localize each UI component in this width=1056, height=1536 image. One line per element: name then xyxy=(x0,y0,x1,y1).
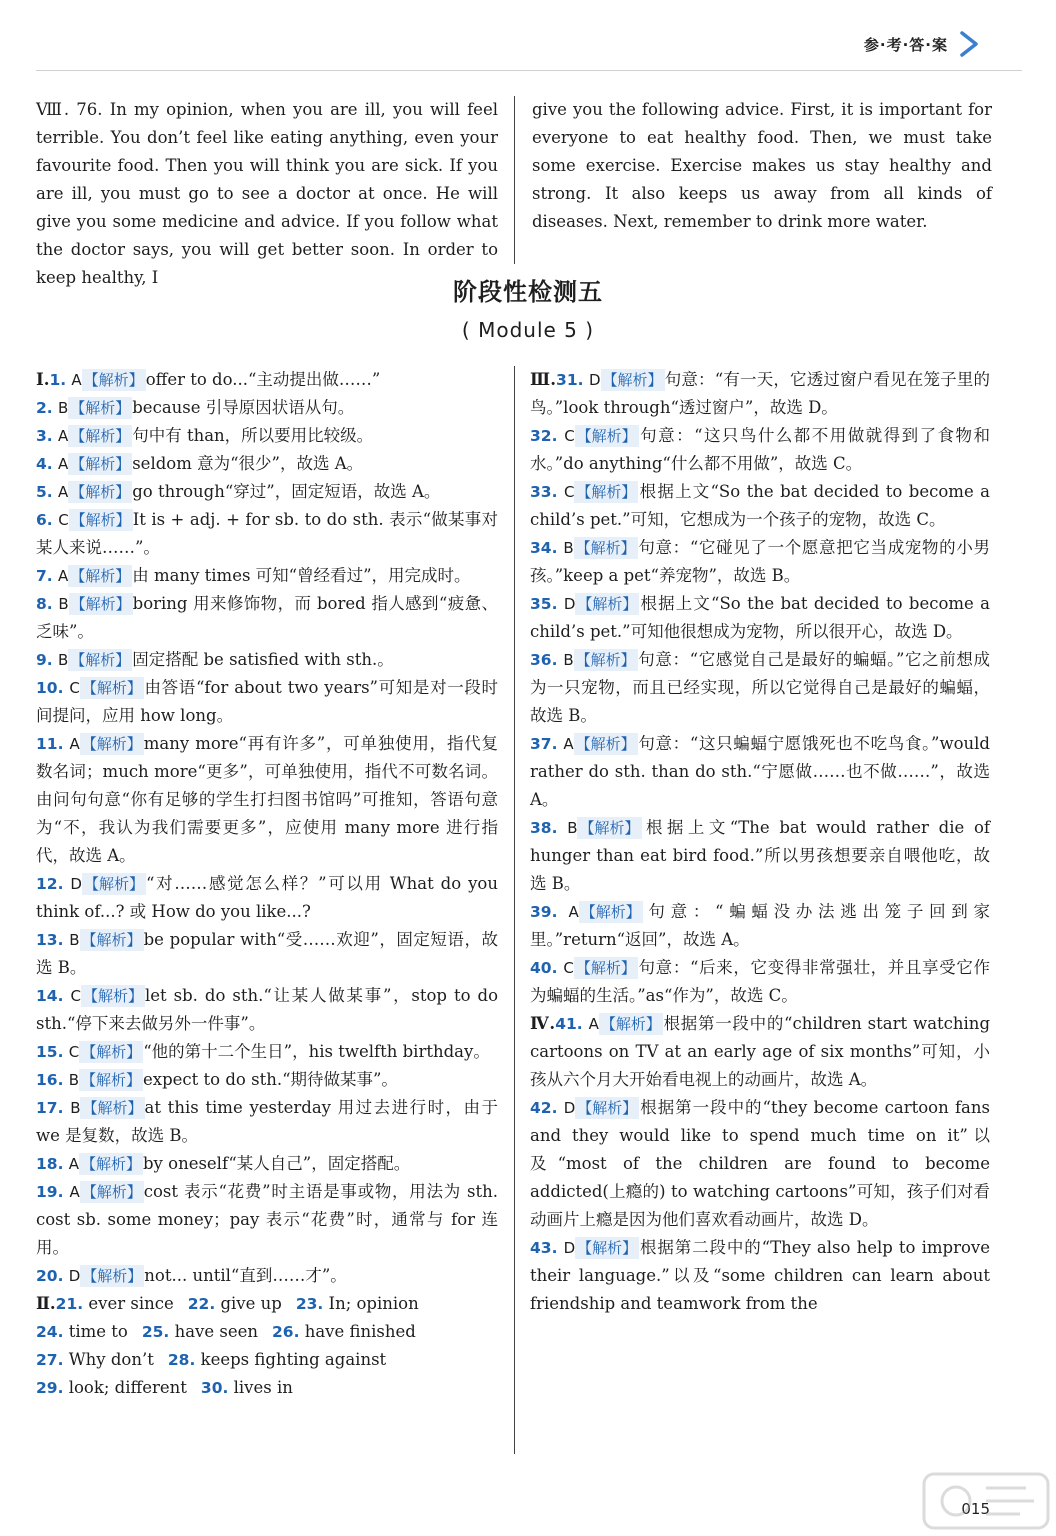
answers-right-column xyxy=(530,366,990,1318)
answer-letter: B xyxy=(57,651,69,669)
question-number: 30. xyxy=(200,1379,229,1397)
answer-letter: A xyxy=(57,483,69,501)
analysis-tag: 【解析】 xyxy=(579,819,640,837)
question-number: 42. xyxy=(530,1099,558,1117)
answer-explanation: 句意：“它感觉自己是最好的蝙蝠。”它之前想成为一只宠物，而且已经实现，所以它觉得自己是最好的蝙蝠，故选 B。 xyxy=(530,650,990,725)
question-number: 32. xyxy=(530,427,558,445)
fill-in-row xyxy=(36,1290,498,1318)
question-number: 1. xyxy=(49,371,67,389)
answer-explanation: 句意：“后来，它变得非常强壮，并且享受它作为蝙蝠的生活。”as“作为”，故选 C。 xyxy=(530,958,991,1005)
analysis-tag: 【解析】 xyxy=(82,1267,143,1285)
answer-item xyxy=(530,534,990,590)
question-number: 14. xyxy=(36,987,64,1005)
answer-letter: A xyxy=(568,903,579,921)
question-number: 43. xyxy=(530,1239,558,1257)
question-number: 6. xyxy=(36,511,53,529)
question-number: 3. xyxy=(36,427,53,445)
page-number: 015 xyxy=(961,1500,990,1518)
answer-letter: A xyxy=(69,1183,80,1201)
answer-item xyxy=(36,1066,498,1094)
analysis-tag: 【解析】 xyxy=(577,1239,638,1257)
answer-item xyxy=(530,478,990,534)
answer-item xyxy=(36,1038,498,1066)
answer-letter: D xyxy=(588,371,601,389)
answer-item xyxy=(36,394,498,422)
analysis-tag: 【解析】 xyxy=(575,959,636,977)
answer-explanation: be popular with“受……欢迎”，固定短语，故选 B。 xyxy=(36,930,498,977)
question-number: 31. xyxy=(556,371,584,389)
question-number: 19. xyxy=(36,1183,64,1201)
answer-item xyxy=(36,590,498,646)
answer-explanation: cost 表示“花费”时主语是事或物，用法为 sth. cost sb. some money；pay 表示“花费”时，通常与 for 连用。 xyxy=(36,1182,498,1257)
answer-explanation: 句意：“这只蝙蝠宁愿饿死也不吃鸟食。”would rather do sth. than do sth.“宁愿做……也不做……”，故选 A。 xyxy=(530,734,990,809)
answer-explanation: 句中有 than，所以要用比较级。 xyxy=(132,426,374,445)
page-header xyxy=(864,28,984,60)
fill-in-answer: give up xyxy=(220,1294,282,1313)
analysis-tag: 【解析】 xyxy=(82,1099,143,1117)
answer-letter: C xyxy=(563,959,574,977)
question-number: 18. xyxy=(36,1155,64,1173)
section-roman-numeral: Ⅲ. xyxy=(530,370,557,389)
answer-letter: A xyxy=(57,427,69,445)
analysis-tag: 【解析】 xyxy=(602,371,663,389)
answer-item xyxy=(530,646,990,730)
analysis-tag: 【解析】 xyxy=(577,595,638,613)
question-number: 40. xyxy=(530,959,558,977)
answer-explanation: 固定搭配 be satisfied with sth.。 xyxy=(132,650,394,669)
answer-explanation: offer to do...“主动提出做……” xyxy=(145,370,381,389)
answer-item xyxy=(36,1150,498,1178)
question-number: 13. xyxy=(36,931,64,949)
question-number: 7. xyxy=(36,567,53,585)
fill-in-answer: ever since xyxy=(88,1294,174,1313)
analysis-tag: 【解析】 xyxy=(80,1155,141,1173)
answer-letter: B xyxy=(57,399,69,417)
answer-letter: B xyxy=(563,651,574,669)
question-number: 5. xyxy=(36,483,53,501)
section-roman-numeral: Ⅳ. xyxy=(530,1014,556,1033)
answer-item xyxy=(36,730,498,870)
question-number: 38. xyxy=(530,819,558,837)
column-divider xyxy=(514,366,515,1454)
answer-explanation: let sb. do sth.“让某人做某事”，stop to do sth.“停下来去做另外一件事”。 xyxy=(36,986,499,1033)
answer-letter: A xyxy=(68,1155,79,1173)
section-roman-numeral: Ⅱ. xyxy=(36,1294,56,1313)
essay-right-column: give you the following advice. First, it is important for everyone to eat healthy food. Then, we must take some exercise. Exercise makes us stay healthy and strong. It also keeps us away from all kinds of diseases. Next, remember to drink more water. xyxy=(532,100,992,231)
answer-explanation: 根据上文“The bat would rather die of hunger than eat bird food.”所以男孩想要亲自喂他吃，故选 B。 xyxy=(530,818,991,893)
section-title: 阶段性检测五 xyxy=(453,278,603,306)
answer-item xyxy=(36,1262,498,1290)
question-number: 23. xyxy=(295,1295,324,1313)
question-number: 39. xyxy=(530,903,558,921)
answer-item xyxy=(530,422,990,478)
question-number: 10. xyxy=(36,679,64,697)
question-number: 36. xyxy=(530,651,558,669)
answer-explanation: 根据第二段中的“They also help to improve their language.”以及“some children can learn about friendship and teamwork from the xyxy=(530,1238,990,1313)
answer-letter: A xyxy=(563,735,574,753)
answer-letter: A xyxy=(57,567,69,585)
answer-item xyxy=(36,366,498,394)
answer-explanation: It is + adj. + for sb. to do sth. 表示“做某事对某人来说……”。 xyxy=(36,510,499,557)
watermark-logo xyxy=(916,1466,1056,1536)
answer-item xyxy=(36,1094,498,1150)
answer-letter: B xyxy=(58,595,69,613)
answer-letter: C xyxy=(563,483,575,501)
answer-explanation: expect to do sth.“期待做某事”。 xyxy=(143,1070,398,1089)
answer-explanation: 由 many times 可知“曾经看过”，用完成时。 xyxy=(132,566,471,585)
question-number: 16. xyxy=(36,1071,64,1089)
answer-explanation: “对……感觉怎么样？”可以用 What do you think of...? 或 How do you like...? xyxy=(36,874,498,921)
fill-in-answer: Why don’t xyxy=(68,1350,154,1369)
answer-item xyxy=(36,926,498,982)
answer-item xyxy=(36,478,498,506)
header-label: 参·考·答·案 xyxy=(863,35,948,54)
answer-explanation: boring 用来修饰物，而 bored 指人感到“疲惫、乏味”。 xyxy=(36,594,498,641)
answer-explanation: 根据上文“So the bat decided to become a child’s pet.”可知他很想成为宠物，所以很开心，故选 D。 xyxy=(530,594,990,641)
question-number: 33. xyxy=(530,483,558,501)
analysis-tag: 【解析】 xyxy=(70,427,131,445)
question-number: 26. xyxy=(272,1323,300,1341)
answer-item xyxy=(36,982,498,1038)
answer-explanation: “他的第十二个生日”，his twelfth birthday。 xyxy=(143,1042,490,1061)
question-number: 8. xyxy=(36,595,53,613)
answer-letter: D xyxy=(563,1099,576,1117)
question-number: 17. xyxy=(36,1099,64,1117)
answer-explanation: many more“再有许多”，可单独使用，指代复数名词；much more“更多”，可单独使用，指代不可数名词。由问句句意“你有足够的学生打扫图书馆吗”可推知，答语句意为“不，我认为我们需要更多”，应使用 many more 进行指代，故选 A。 xyxy=(36,734,499,865)
fill-in-answer: keeps fighting against xyxy=(200,1350,387,1369)
analysis-tag: 【解析】 xyxy=(577,1099,638,1117)
answer-item xyxy=(530,898,990,954)
answer-explanation: at this time yesterday 用过去进行时，由于 we 是复数，故选 B。 xyxy=(36,1098,498,1145)
answer-item xyxy=(36,646,498,674)
answer-explanation: 句意：“有一天，它透过窗户看见在笼子里的鸟。”look through“透过窗户”，故选 D。 xyxy=(530,370,991,417)
answer-letter: C xyxy=(70,987,81,1005)
answer-explanation: 句意：“这只鸟什么都不用做就得到了食物和水。”do anything“什么都不用做”，故选 C。 xyxy=(530,426,990,473)
answer-letter: D xyxy=(563,1239,576,1257)
analysis-tag: 【解析】 xyxy=(600,1015,661,1033)
analysis-tag: 【解析】 xyxy=(81,679,142,697)
answer-item xyxy=(530,1010,990,1094)
section-subtitle: ( Module 5 ) xyxy=(461,318,595,342)
analysis-tag: 【解析】 xyxy=(70,455,131,473)
fill-in-answer: time to xyxy=(68,1322,128,1341)
answer-letter: C xyxy=(68,1043,80,1061)
answer-letter: B xyxy=(68,1071,80,1089)
analysis-tag: 【解析】 xyxy=(70,651,131,669)
answer-letter: D xyxy=(563,595,576,613)
answer-explanation: go through“穿过”，固定短语，故选 A。 xyxy=(132,482,441,501)
question-number: 11. xyxy=(36,735,64,753)
answer-letter: C xyxy=(564,427,575,445)
question-number: 27. xyxy=(36,1351,64,1369)
question-number: 15. xyxy=(36,1043,64,1061)
analysis-tag: 【解析】 xyxy=(575,539,636,557)
question-number: 34. xyxy=(530,539,558,557)
analysis-tag: 【解析】 xyxy=(576,427,637,445)
answer-letter: B xyxy=(70,1099,81,1117)
question-number: 35. xyxy=(530,595,558,613)
answer-item xyxy=(36,1178,498,1262)
chevron-right-icon xyxy=(956,30,984,58)
analysis-tag: 【解析】 xyxy=(81,931,142,949)
question-number: 28. xyxy=(167,1351,196,1369)
answer-explanation: 句意：“蝙蝠没办法逃出笼子回到家里。”return“返回”，故选 A。 xyxy=(530,902,991,949)
answer-item xyxy=(530,954,990,1010)
answer-item xyxy=(530,814,990,898)
essay-section xyxy=(36,96,1020,287)
fill-in-row xyxy=(36,1374,498,1402)
question-number: 22. xyxy=(187,1295,216,1313)
answer-item xyxy=(36,870,498,926)
answer-item xyxy=(530,1094,990,1234)
analysis-tag: 【解析】 xyxy=(70,483,131,501)
analysis-tag: 【解析】 xyxy=(576,483,637,501)
answer-letter: B xyxy=(563,539,574,557)
answer-item xyxy=(530,730,990,814)
answer-letter: A xyxy=(57,455,69,473)
fill-in-answer: have seen xyxy=(174,1322,258,1341)
analysis-tag: 【解析】 xyxy=(81,1043,142,1061)
essay-left-column: Ⅷ. 76. In my opinion, when you are ill, you will feel terrible. You don’t feel like eating anything, even your favourite food. Then you will think you are sick. If you are ill, you must go to see a doctor at once. He will give you some medicine and advice. If you follow what the doctor says, you will get better soon. In order to keep healthy, I xyxy=(36,100,498,287)
answer-explanation: 根据上文“So the bat decided to become a child’s pet.”可知，它想成为一个孩子的宠物，故选 C。 xyxy=(530,482,990,529)
fill-in-answer: lives in xyxy=(233,1378,293,1397)
analysis-tag: 【解析】 xyxy=(83,875,144,893)
answer-item xyxy=(530,1234,990,1318)
answer-letter: B xyxy=(567,819,578,837)
analysis-tag: 【解析】 xyxy=(575,651,636,669)
question-number: 9. xyxy=(36,651,53,669)
question-number: 2. xyxy=(36,399,53,417)
analysis-tag: 【解析】 xyxy=(82,987,143,1005)
question-number: 20. xyxy=(36,1267,64,1285)
question-number: 12. xyxy=(36,875,64,893)
section-roman-numeral: Ⅰ. xyxy=(36,370,50,389)
analysis-tag: 【解析】 xyxy=(81,735,142,753)
fill-in-answer: look; different xyxy=(68,1378,187,1397)
fill-in-row xyxy=(36,1318,498,1346)
answer-letter: C xyxy=(58,511,69,529)
answer-item xyxy=(530,590,990,646)
analysis-tag: 【解析】 xyxy=(575,735,636,753)
column-divider xyxy=(514,96,515,264)
answer-explanation: 由答语“for about two years”可知是对一段时间提问，应用 how long。 xyxy=(36,678,499,725)
question-number: 21. xyxy=(55,1295,84,1313)
fill-in-row xyxy=(36,1346,498,1374)
question-number: 25. xyxy=(141,1323,170,1341)
answer-item xyxy=(36,562,498,590)
answer-letter: C xyxy=(69,679,80,697)
answer-letter: D xyxy=(70,875,82,893)
answer-letter: A xyxy=(71,371,82,389)
analysis-tag: 【解析】 xyxy=(81,1183,142,1201)
question-number: 29. xyxy=(36,1379,64,1397)
question-number: 41. xyxy=(555,1015,583,1033)
answer-explanation: 句意：“它碰见了一个愿意把它当成宠物的小男孩。”keep a pet“养宠物”，故选 B。 xyxy=(530,538,990,585)
answer-explanation: seldom 意为“很少”，故选 A。 xyxy=(132,454,364,473)
question-number: 37. xyxy=(530,735,558,753)
answer-explanation: 根据第一段中的“children start watching cartoons on TV at an early age of six months”可知，小孩从六个月大开始看电视上的动画片，故选 A。 xyxy=(530,1014,991,1089)
answer-item xyxy=(530,366,990,422)
answer-item xyxy=(36,506,498,562)
answer-item xyxy=(36,450,498,478)
question-number: 24. xyxy=(36,1323,64,1341)
answer-letter: D xyxy=(68,1267,81,1285)
analysis-tag: 【解析】 xyxy=(70,567,131,585)
answer-letter: A xyxy=(69,735,80,753)
header-divider xyxy=(36,70,1022,71)
question-number: 4. xyxy=(36,455,53,473)
analysis-tag: 【解析】 xyxy=(81,1071,142,1089)
analysis-tag: 【解析】 xyxy=(580,903,641,921)
answer-letter: B xyxy=(69,931,80,949)
analysis-tag: 【解析】 xyxy=(70,595,131,613)
fill-in-answer: In; opinion xyxy=(328,1294,419,1313)
answer-explanation: 根据第一段中的“they become cartoon fans and they would like to spend much time on it”以及“most of the children are found to become addicted(上瘾的) to watching cartoons”可知，孩子们对看动画片上瘾是因为他们喜欢看动画片，故选 D。 xyxy=(530,1098,990,1229)
answer-item xyxy=(36,674,498,730)
answer-explanation: because 引导原因状语从句。 xyxy=(132,398,355,417)
answer-explanation: not... until“直到……才”。 xyxy=(144,1266,347,1285)
answer-letter: A xyxy=(588,1015,599,1033)
analysis-tag: 【解析】 xyxy=(70,511,131,529)
analysis-tag: 【解析】 xyxy=(83,371,144,389)
answer-explanation: by oneself“某人自己”，固定搭配。 xyxy=(143,1154,411,1173)
answer-item xyxy=(36,422,498,450)
analysis-tag: 【解析】 xyxy=(70,399,131,417)
answers-left-column xyxy=(36,366,498,1402)
fill-in-answer: have finished xyxy=(304,1322,416,1341)
